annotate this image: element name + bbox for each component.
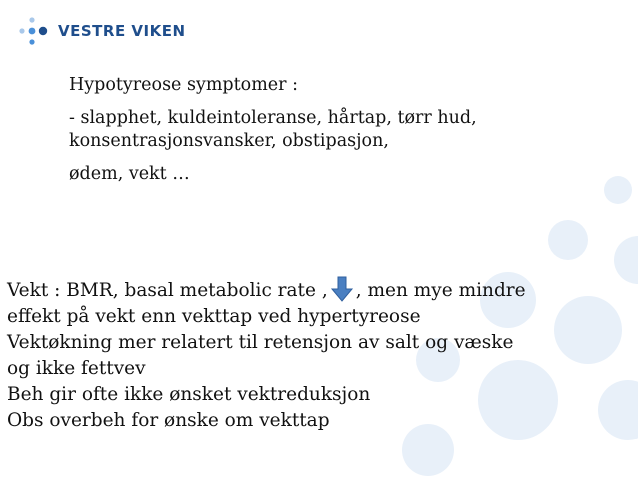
logo-dots-icon [18,16,52,46]
note-line: og ikke fettvev [7,358,146,379]
note-line: Vektøkning mer relatert til retensjon av salt og væske [7,332,514,353]
down-arrow-icon [330,276,354,302]
symptom-line: konsentrasjonsvansker, obstipasjon, [69,131,389,151]
note-line [7,276,526,304]
symptoms-block [69,74,477,186]
note-text: Vekt : BMR, basal metabolic rate , [7,280,328,301]
symptoms-title: Hypotyreose symptomer : [69,75,298,95]
logo-text: VESTRE VIKEN [58,22,186,40]
symptom-line: ødem, vekt … [69,164,190,184]
symptom-line: - slapphet, kuldeintoleranse, hårtap, tørr hud, [69,108,477,128]
notes-block [7,276,526,434]
vestre-viken-logo [18,16,186,46]
note-line: Obs overbeh for ønske om vekttap [7,410,330,431]
note-text: , men mye mindre [355,280,526,301]
note-line: effekt på vekt enn vekttap ved hypertyreose [7,306,421,327]
note-line: Beh gir ofte ikke ønsket vektreduksjon [7,384,371,405]
